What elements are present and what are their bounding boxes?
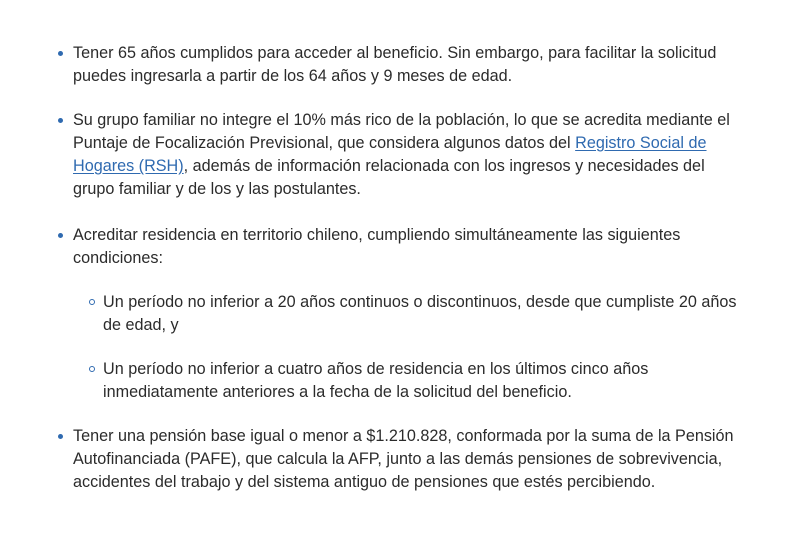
residence-condition-4-years	[103, 358, 763, 404]
circle-bullet-icon	[89, 299, 95, 305]
residence-condition-20-years	[103, 291, 763, 337]
bullet-icon	[58, 233, 63, 238]
requirement-text-line: Acreditar residencia en territorio chileno, cumpliendo simultáneamente las siguientes	[73, 226, 681, 244]
rsh-link[interactable]: Registro Social de	[575, 134, 707, 152]
requirement-residence	[73, 224, 773, 401]
requirement-age	[73, 42, 773, 88]
requirement-text-line: Tener una pensión base igual o menor a $1.210.828, conformada por la suma de la Pensión	[73, 427, 734, 445]
requirement-text: Puntaje de Focalización Previsional, que considera algunos datos del	[73, 134, 576, 152]
requirement-text-line: accidentes del trabajo y del sistema antiguo de pensiones que estés percibiendo.	[73, 473, 656, 491]
requirement-text-line: Su grupo familiar no integre el 10% más rico de la población, lo que se acredita mediante el	[73, 111, 730, 129]
requirement-pension-base	[73, 425, 773, 494]
requirement-text-line	[73, 155, 773, 178]
requirement-text-line	[73, 132, 773, 155]
requirement-text-line: puedes ingresarla a partir de los 64 años y 9 meses de edad.	[73, 67, 513, 85]
requirement-text-line: condiciones:	[73, 249, 163, 267]
requirement-income-group	[73, 109, 773, 201]
requirement-text: , además de información relacionada con los ingresos y necesidades del	[183, 157, 705, 175]
requirement-text-line: Autofinanciada (PAFE), que calcula la AFP, junto a las demás pensiones de sobrevivencia,	[73, 450, 723, 468]
condition-text-line: inmediatamente anteriores a la fecha de la solicitud del beneficio.	[103, 383, 572, 401]
rsh-link-continued[interactable]: Hogares (RSH)	[73, 157, 184, 175]
condition-text-line: Un período no inferior a cuatro años de residencia en los últimos cinco años	[103, 360, 649, 378]
circle-bullet-icon	[89, 366, 95, 372]
condition-text-line: de edad, y	[103, 316, 179, 334]
bullet-icon	[58, 118, 63, 123]
requirement-text-line: grupo familiar y de los y las postulantes.	[73, 180, 361, 198]
bullet-icon	[58, 51, 63, 56]
requirement-text-line: Tener 65 años cumplidos para acceder al beneficio. Sin embargo, para facilitar la solicitud	[73, 44, 717, 62]
condition-text-line: Un período no inferior a 20 años continuos o discontinuos, desde que cumpliste 20 años	[103, 293, 737, 311]
bullet-icon	[58, 434, 63, 439]
